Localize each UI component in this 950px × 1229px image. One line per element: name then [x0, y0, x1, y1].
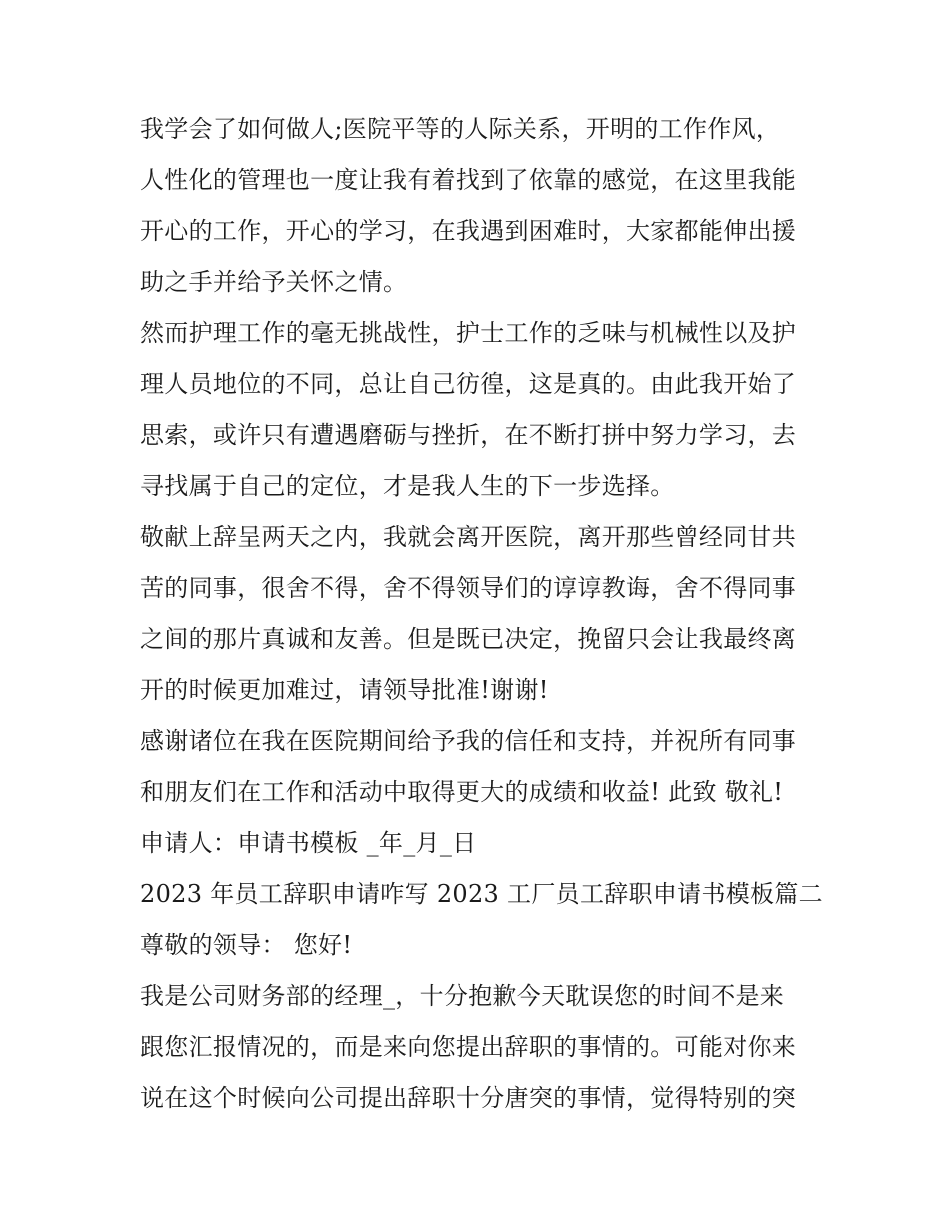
text-line: 我是公司财务部的经理_，十分抱歉今天耽误您的时间不是来	[140, 982, 785, 1010]
text-line: 寻找属于自己的定位，才是我人生的下一步选择。	[140, 472, 675, 500]
text-line: 跟您汇报情况的，而是来向您提出辞职的事情的。可能对你来	[140, 1033, 797, 1061]
section-heading: 2023 年员工辞职申请咋写 2023 工厂员工辞职申请书模板篇二	[140, 880, 823, 908]
text-line: 助之手并给予关怀之情。	[140, 268, 408, 296]
text-line: 之间的那片真诚和友善。但是既已决定，挽留只会让我最终离	[140, 625, 797, 653]
text-line: 和朋友们在工作和活动中取得更大的成绩和收益! 此致 敬礼!	[140, 778, 784, 806]
text-line: 我学会了如何做人;医院平等的人际关系，开明的工作作风，	[140, 115, 781, 143]
text-line: 人性化的管理也一度让我有着找到了依靠的感觉，在这里我能	[140, 166, 797, 194]
text-line: 理人员地位的不同，总让自己彷徨，这是真的。由此我开始了	[140, 370, 797, 398]
text-line: 开的时候更加难过，请领导批准!谢谢!	[140, 676, 549, 704]
document-body	[140, 104, 823, 1124]
text-line: 敬献上辞呈两天之内，我就会离开医院，离开那些曾经同甘共	[140, 523, 797, 551]
text-line: 然而护理工作的毫无挑战性，护士工作的乏味与机械性以及护	[140, 319, 797, 347]
text-line: 思索，或许只有遭遇磨砺与挫折，在不断打拼中努力学习，去	[140, 421, 797, 449]
text-line: 苦的同事，很舍不得，舍不得领导们的谆谆教诲，舍不得同事	[140, 574, 797, 602]
text-line: 说在这个时候向公司提出辞职十分唐突的事情，觉得特别的突	[140, 1084, 797, 1112]
text-line: 开心的工作，开心的学习，在我遇到困难时，大家都能伸出援	[140, 217, 797, 245]
salutation-line: 尊敬的领导： 您好!	[140, 931, 353, 959]
signature-line: 申请人：申请书模板 _年_月_日	[140, 829, 477, 857]
text-line: 感谢诸位在我在医院期间给予我的信任和支持，并祝所有同事	[140, 727, 797, 755]
